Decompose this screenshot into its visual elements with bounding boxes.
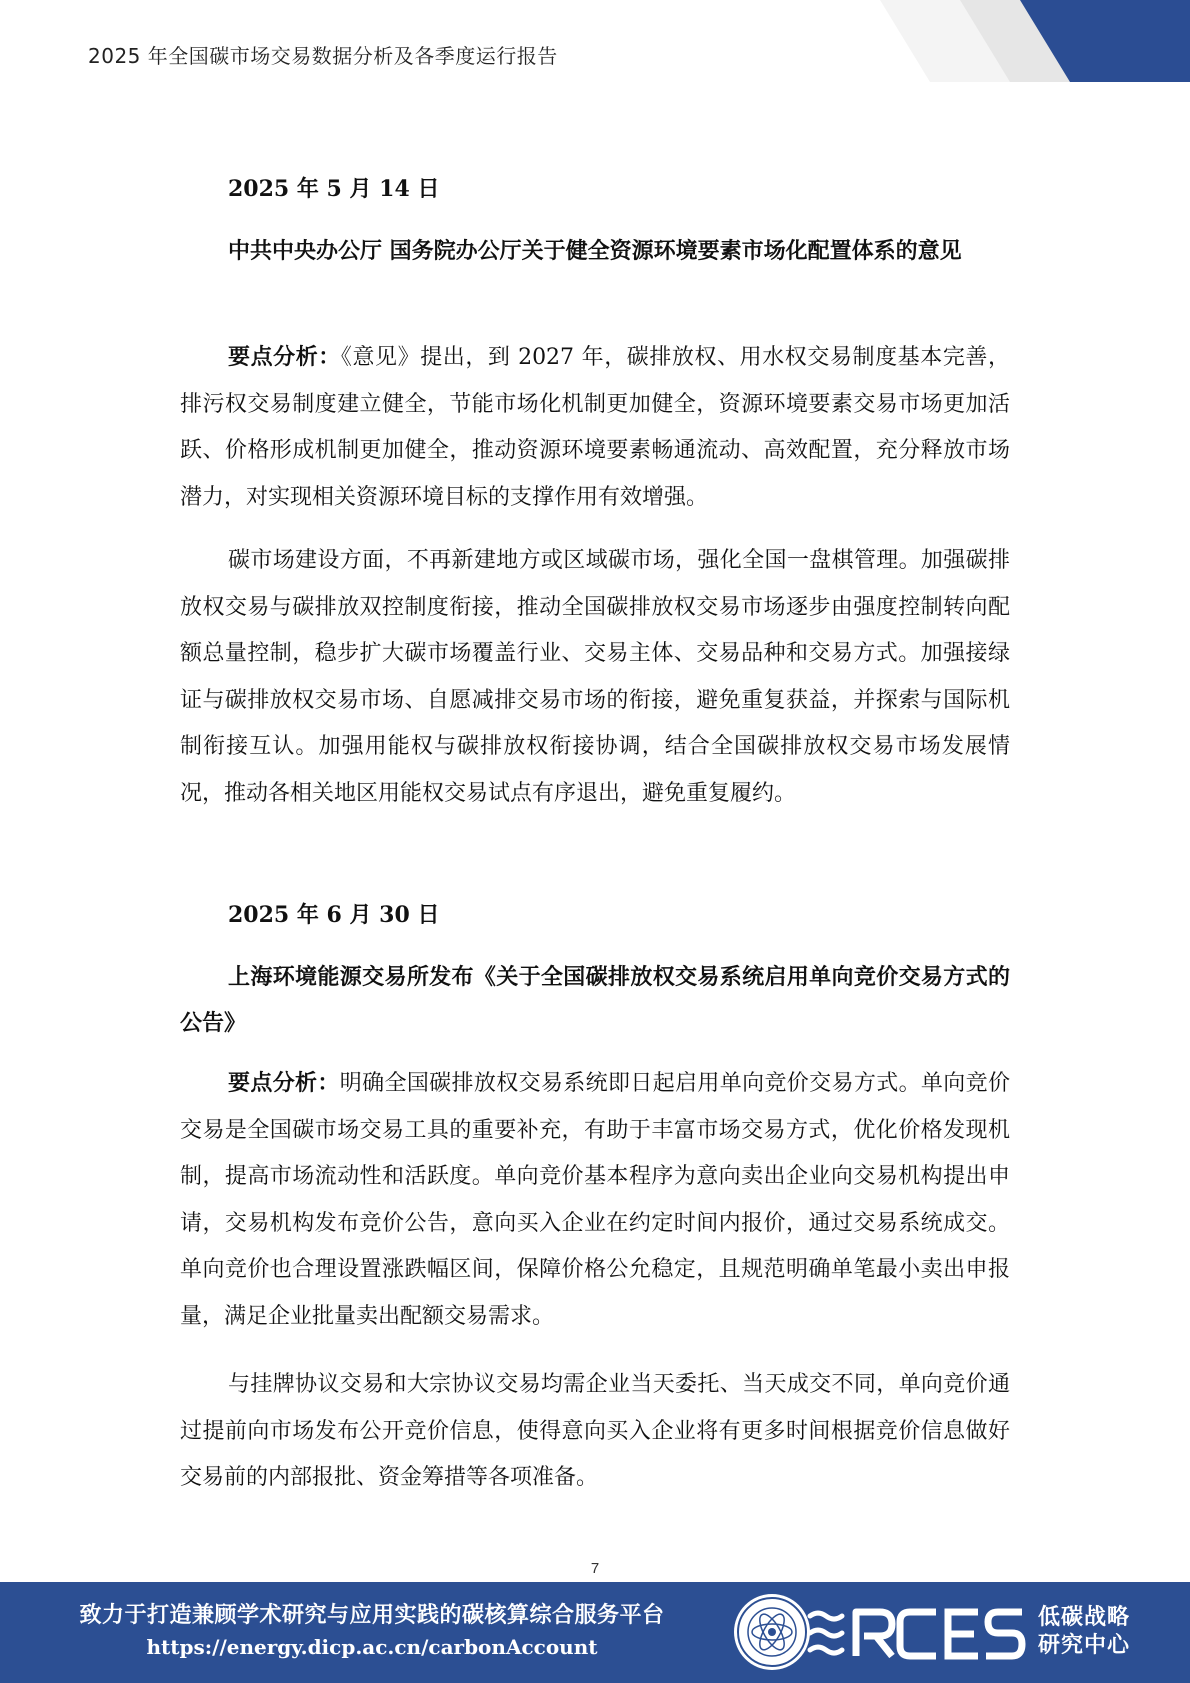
body-paragraph [180,538,1010,817]
report-title: 2025 年全国碳市场交易数据分析及各季度运行报告 [88,44,558,68]
page-number: 7 [590,1560,600,1577]
rces-logo-icon [806,1604,1026,1662]
key-point-label: 要点分析： [228,344,341,370]
entry-heading [180,954,1010,1046]
key-point-text: 《意见》提出，到 2027 年，碳排放权、用水权交易制度基本完善，排污权交易制度建立健全，节能市场化机制更加健全，资源环境要素交易市场更加活跃、价格形成机制更加健全，推动资源环境要素畅通流动、高效配置，充分释放市场潜力，对实现相关资源环境目标的支撑作用有效增强。 [180,345,1010,510]
key-point-paragraph [180,1060,1010,1340]
document-heading: 上海环境能源交易所发布《关于全国碳排放权交易系统启用单向竞价交易方式的公告》 [180,964,1010,1036]
entry-date [180,172,1010,203]
institute-seal-icon [730,1590,814,1674]
body-paragraph [180,1362,1010,1502]
entry-date [180,898,1010,929]
key-point-label: 要点分析： [228,1070,340,1096]
key-point-paragraph [180,334,1010,521]
paragraph-text: 与挂牌协议交易和大宗协议交易均需企业当天委托、当天成交不同，单向竞价通过提前向市场发布公开竞价信息，使得意向买入企业将有更多时间根据竞价信息做好交易前的内部报批、资金筹措等各项准备。 [180,1372,1010,1490]
paragraph-text: 碳市场建设方面，不再新建地方或区域碳市场，强化全国一盘棋管理。加强碳排放权交易与碳排放双控制度衔接，推动全国碳排放权交易市场逐步由强度控制转向配额总量控制，稳步扩大碳市场覆盖行业、交易主体、交易品种和交易方式。加强接绿证与碳排放权交易市场、自愿减排交易市场的衔接，避免重复获益，并探索与国际机制衔接互认。加强用能权与碳排放权衔接协调，结合全国碳排放权交易市场发展情况，推动各相关地区用能权交易试点有序退出，避免重复履约。 [180,548,1010,806]
document-heading: 中共中央办公厅 国务院办公厅关于健全资源环境要素市场化配置体系的意见 [228,238,962,264]
page-footer [0,1582,1190,1683]
date-label: 2025 年 5 月 14 日 [228,176,440,202]
org-name [1038,1604,1130,1660]
org-name-line1: 低碳战略 [1038,1605,1131,1630]
key-point-text: 明确全国碳排放权交易系统即日起启用单向竞价交易方式。单向竞价交易是全国碳市场交易工具的重要补充，有助于丰富市场交易方式，优化价格发现机制，提高市场流动性和活跃度。单向竞价基本程序为意向卖出企业向交易机构提出申请，交易机构发布竞价公告，意向买入企业在约定时间内报价，通过交易系统成交。单向竞价也合理设置涨跌幅区间，保障价格公允稳定，且规范明确单笔最小卖出申报量，满足企业批量卖出配额交易需求。 [180,1071,1010,1329]
footer-slogan: 致力于打造兼顾学术研究与应用实践的碳核算综合服务平台 [79,1603,665,1628]
entry-heading [180,228,1010,274]
page-header [0,0,1190,82]
date-label: 2025 年 6 月 30 日 [228,902,440,928]
org-name-line2: 研究中心 [1038,1633,1131,1658]
footer-url[interactable]: https://energy.dicp.ac.cn/carbonAccount [146,1635,598,1659]
